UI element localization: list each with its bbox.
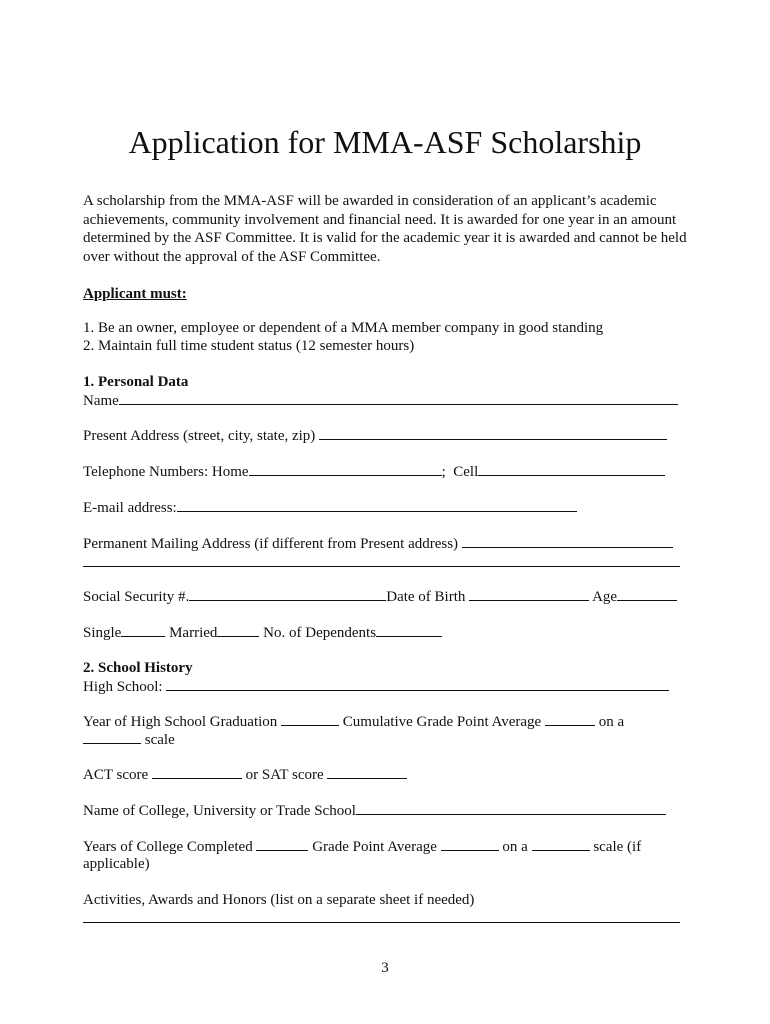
age-label: Age <box>592 589 618 605</box>
graduation-row <box>83 712 624 731</box>
page-number: 3 <box>381 960 389 976</box>
ssn-blank[interactable] <box>189 587 386 601</box>
college-years-label: Years of College Completed <box>83 839 253 855</box>
dependents-label: No. of Dependents <box>263 625 377 641</box>
gpa-blank[interactable] <box>545 712 595 726</box>
ssn-label: Social Security #. <box>83 589 190 605</box>
phone-home-blank[interactable] <box>249 462 442 476</box>
page-title: Application for MMA-ASF Scholarship <box>128 124 642 160</box>
single-label: Single <box>83 625 122 641</box>
dob-label: Date of Birth <box>386 589 466 605</box>
sat-label: or SAT score <box>245 767 324 783</box>
marital-row <box>83 623 442 642</box>
dependents-blank[interactable] <box>376 623 442 637</box>
college-years-blank[interactable] <box>256 837 308 851</box>
name-blank[interactable] <box>119 391 678 405</box>
single-blank[interactable] <box>121 623 165 637</box>
married-blank[interactable] <box>217 623 259 637</box>
ssn-dob-age-row <box>83 587 677 606</box>
act-label: ACT score <box>83 767 149 783</box>
name-field-row <box>83 391 678 410</box>
address-blank[interactable] <box>319 426 667 440</box>
dob-blank[interactable] <box>469 587 589 601</box>
phone-field-row <box>83 462 665 481</box>
email-field-row <box>83 498 577 517</box>
college-label: Name of College, University or Trade School <box>83 803 356 819</box>
address-label: Present Address (street, city, state, zip) <box>83 428 316 444</box>
scale-row <box>83 730 175 749</box>
phone-separator: ; <box>441 464 446 480</box>
age-blank[interactable] <box>617 587 677 601</box>
permanent-address-blank-line[interactable] <box>83 566 680 567</box>
phone-cell-label: Cell <box>453 464 479 480</box>
email-blank[interactable] <box>177 498 577 512</box>
graduation-year-label: Year of High School Graduation <box>83 714 278 730</box>
high-school-blank[interactable] <box>166 677 669 691</box>
high-school-label: High School: <box>83 679 163 695</box>
requirement-item: 1. Be an owner, employee or dependent of a MMA member company in good standing <box>83 320 604 336</box>
applicable-note: applicable) <box>83 856 150 872</box>
high-school-row <box>83 677 669 696</box>
gpa-label: Cumulative Grade Point Average <box>342 714 542 730</box>
permanent-address-blank[interactable] <box>462 534 673 548</box>
phone-home-label: Telephone Numbers: Home <box>83 464 249 480</box>
test-score-row <box>83 765 407 784</box>
permanent-address-row <box>83 534 673 553</box>
requirements-heading: Applicant must: <box>83 286 187 302</box>
activities-label: Activities, Awards and Honors (list on a separate sheet if needed) <box>83 892 475 908</box>
personal-data-heading: 1. Personal Data <box>83 374 189 390</box>
name-label: Name <box>83 393 119 409</box>
gpa-on-a-label: on a <box>598 714 625 730</box>
phone-cell-blank[interactable] <box>478 462 665 476</box>
address-field-row <box>83 426 667 445</box>
act-blank[interactable] <box>152 765 242 779</box>
school-history-heading: 2. School History <box>83 660 193 676</box>
gpa-scale-label: scale <box>144 732 175 748</box>
college-years-row <box>83 837 641 856</box>
permanent-address-label: Permanent Mailing Address (if different from Present address) <box>83 536 459 552</box>
sat-blank[interactable] <box>327 765 407 779</box>
college-scale-label: scale (if <box>593 839 642 855</box>
gpa-scale-blank[interactable] <box>83 730 141 744</box>
intro-paragraph: A scholarship from the MMA-ASF will be awarded in consideration of an applicant’s academic achievements, community involvement and financial need. It is awarded for one year in an amount determined by the ASF Committee. It is valid for the academic year it is awarded and cannot be held over without the approval of the ASF Committee. <box>83 193 687 265</box>
college-row <box>83 801 666 820</box>
graduation-year-blank[interactable] <box>281 712 339 726</box>
college-gpa-label: Grade Point Average <box>312 839 437 855</box>
college-gpa-blank[interactable] <box>441 837 499 851</box>
married-label: Married <box>169 625 218 641</box>
requirement-item: 2. Maintain full time student status (12 semester hours) <box>83 338 415 354</box>
college-scale-blank[interactable] <box>532 837 590 851</box>
college-blank[interactable] <box>356 801 666 815</box>
college-on-a-label: on a <box>502 839 528 855</box>
activities-blank-line[interactable] <box>83 922 680 923</box>
email-label: E-mail address: <box>83 500 177 516</box>
